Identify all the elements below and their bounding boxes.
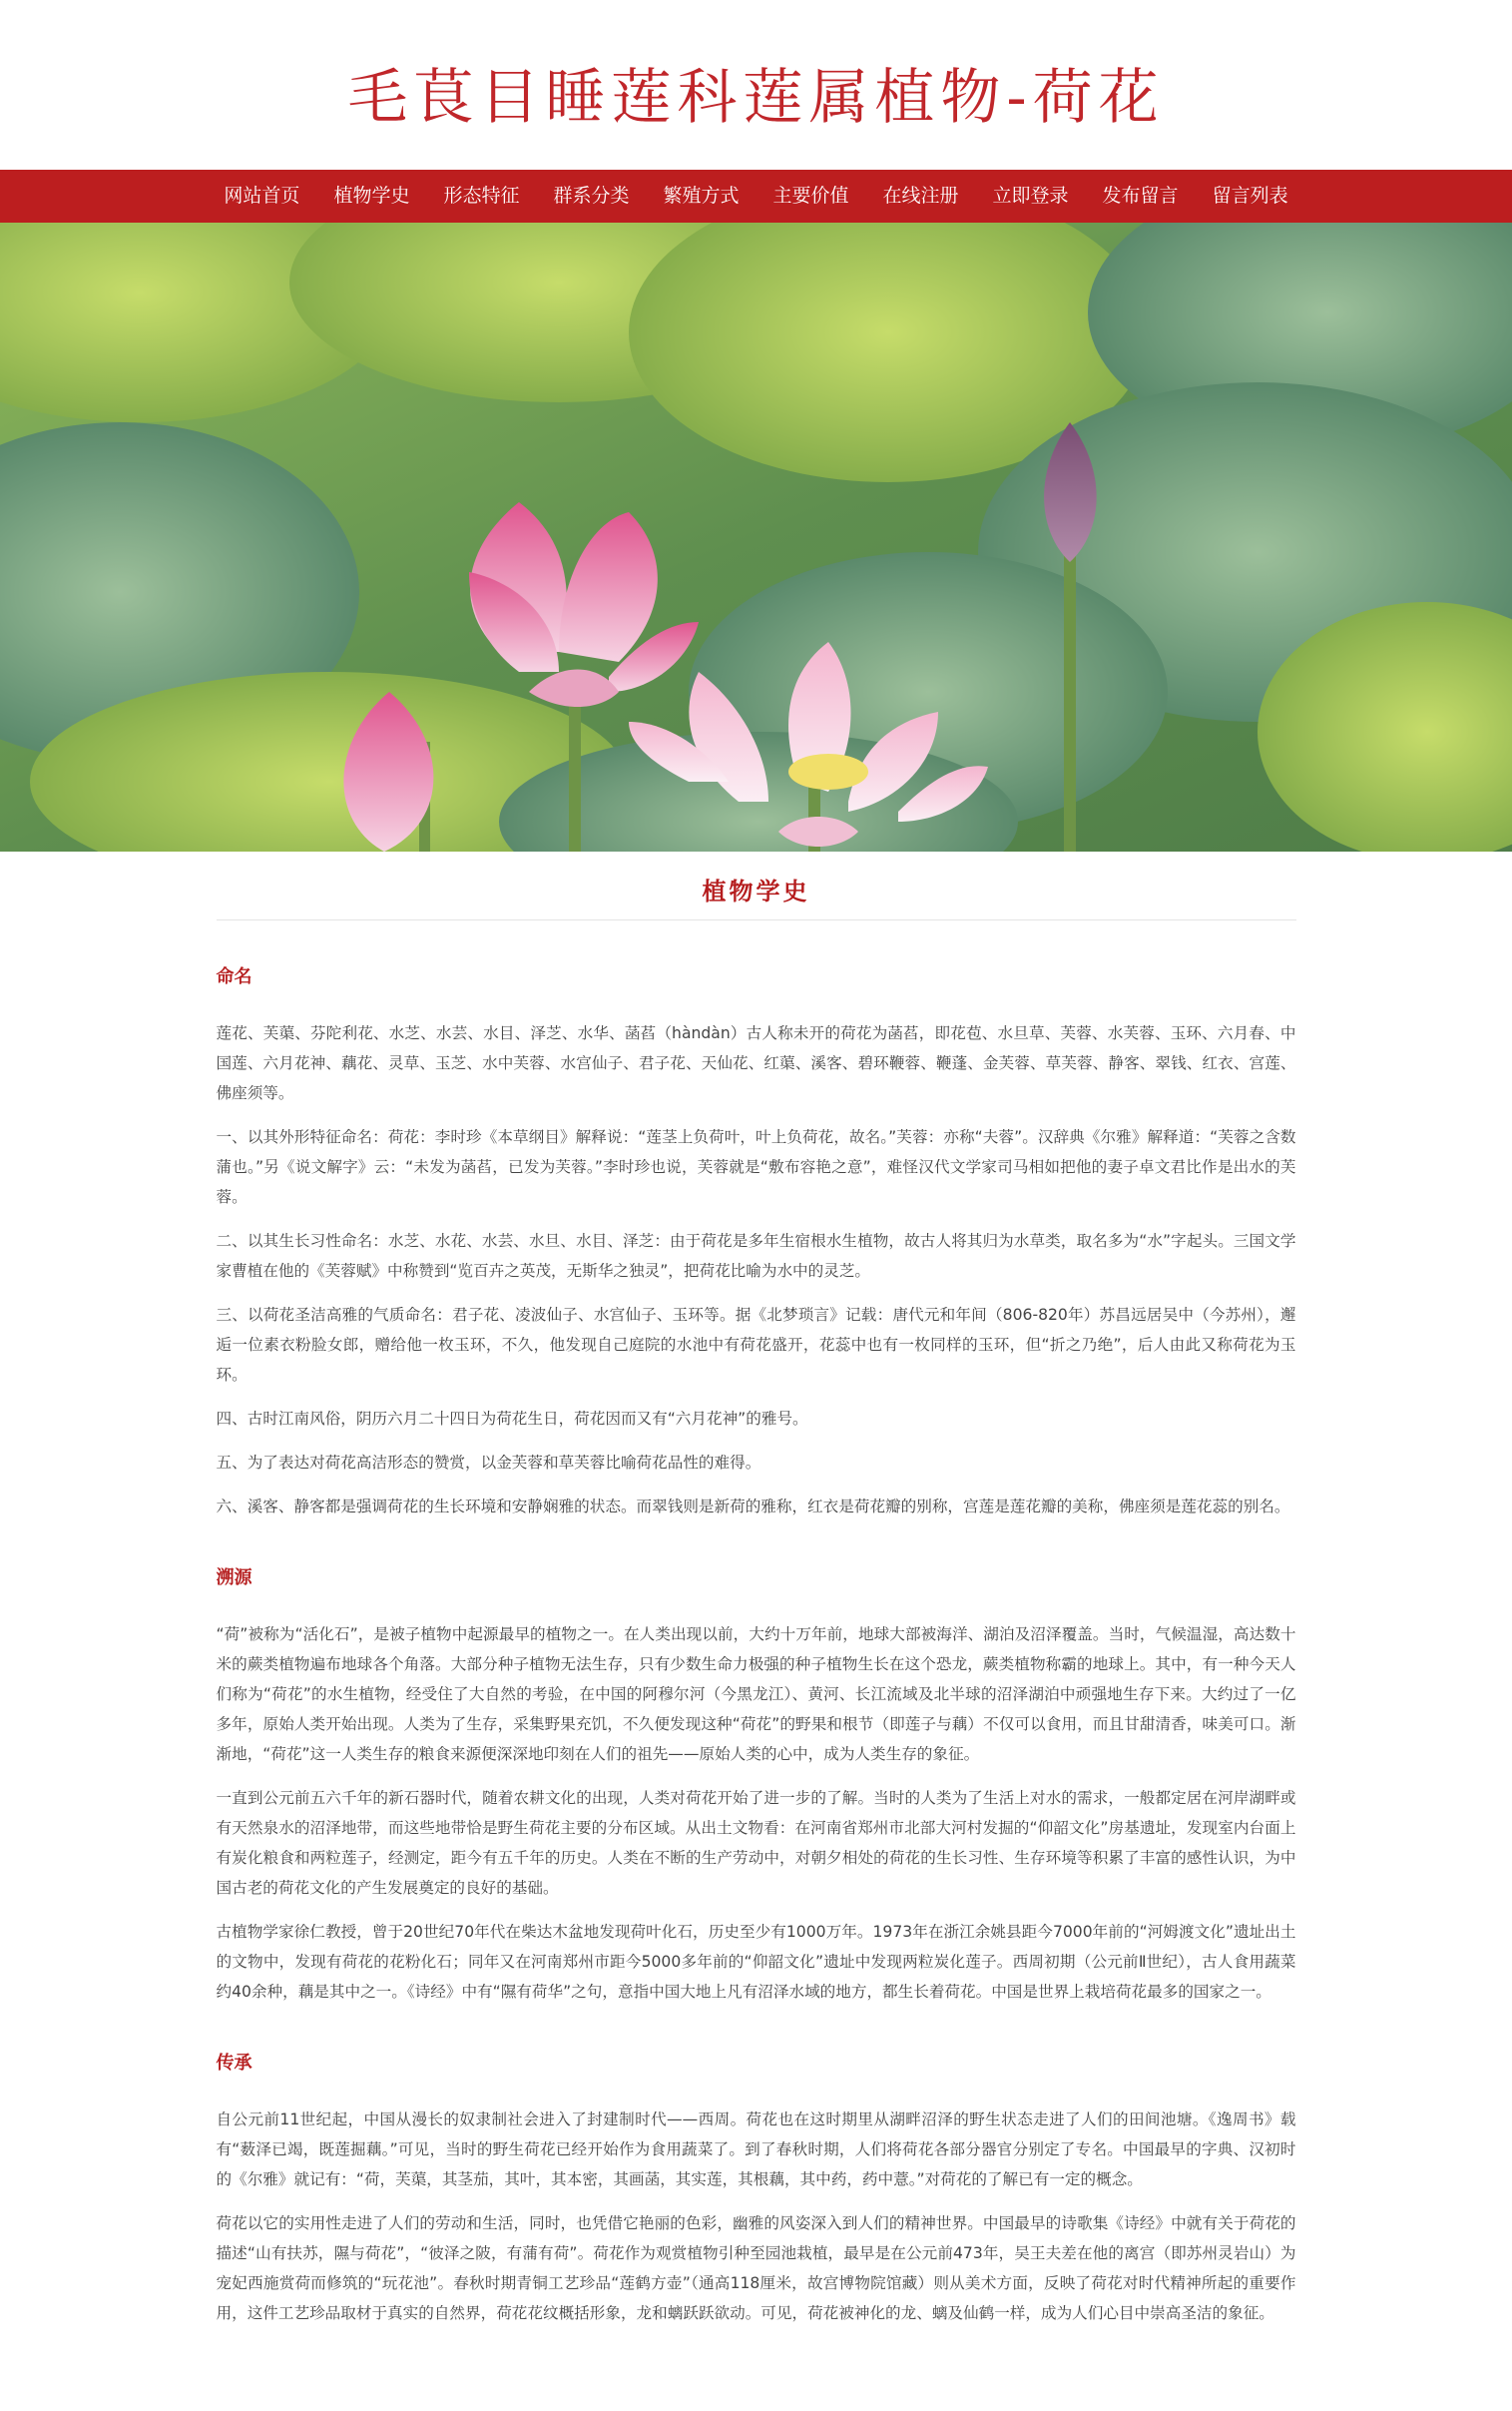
site-title: 毛茛目睡莲科莲属植物-荷花: [347, 63, 1165, 133]
nav-item-register[interactable]: 在线注册: [882, 185, 959, 207]
section-heading: 溯源: [216, 1567, 252, 1588]
section-heading: 命名: [216, 966, 252, 987]
nav-item-home[interactable]: 网站首页: [224, 185, 300, 207]
paragraph: 莲花、芙蕖、芬陀利花、水芝、水芸、水目、泽芝、水华、菡萏（hàndàn）古人称未开的荷花为菡萏，即花苞、水旦草、芙蓉、水芙蓉、玉环、六月春、中国莲、六月花神、藕花、灵草、玉芝、水中芙蓉、水宫仙子、君子花、天仙花、红蕖、溪客、碧环鞭蓉、鞭蓬、金芙蓉、草芙蓉、静客、翠钱、红衣、宫莲、佛座须等。: [216, 1024, 1296, 1102]
paragraph: 荷花以它的实用性走进了人们的劳动和生活，同时，也凭借它艳丽的色彩，幽雅的风姿深入到人们的精神世界。中国最早的诗歌集《诗经》中就有关于荷花的描述“山有扶苏，隰与荷花”，“彼泽之陂，有蒲有荷”。荷花作为观赏植物引种至园池栽植，最早是在公元前473年，吴王夫差在他的离宫（即苏州灵岩山）为宠妃西施赏荷而修筑的“玩花池”。春秋时期青铜工艺珍品“莲鹤方壶”（通高118厘米，故宫博物院馆藏）则从美术方面，反映了荷花对时代精神所起的重要作用，这件工艺珍品取材于真实的自然界，荷花花纹概括形象，龙和螭跃跃欲动。可见，荷花被神化的龙、螭及仙鹤一样，成为人们心目中崇高圣洁的象征。: [216, 2214, 1296, 2322]
main-content: [217, 852, 1296, 2328]
nav-item-post-message[interactable]: 发布留言: [1102, 185, 1179, 207]
paragraph: 三、以荷花圣洁高雅的气质命名：君子花、凌波仙子、水宫仙子、玉环等。据《北梦琐言》记载：唐代元和年间（806-820年）苏昌远居吴中（今苏州），邂逅一位素衣粉脸女郎，赠给他一枚玉环，不久，他发现自己庭院的水池中有荷花盛开，花蕊中也有一枚同样的玉环，但“折之乃绝”，后人由此又称荷花为玉环。: [216, 1306, 1296, 1384]
paragraph: “荷”被称为“活化石”，是被子植物中起源最早的植物之一。在人类出现以前，大约十万年前，地球大部被海洋、湖泊及沼泽覆盖。当时，气候温湿，高达数十米的蕨类植物遍布地球各个角落。大部分种子植物无法生存，只有少数生命力极强的种子植物生长在这个恐龙，蕨类植物称霸的地球上。其中，有一种今天人们称为“荷花”的水生植物，经受住了大自然的考验，在中国的阿穆尔河（今黑龙江）、黄河、长江流域及北半球的沼泽湖泊中顽强地生存下来。大约过了一亿多年，原始人类开始出现。人类为了生存，采集野果充饥，不久便发现这种“荷花”的野果和根节（即莲子与藕）不仅可以食用，而且甘甜清香，味美可口。渐渐地，“荷花”这一人类生存的粮食来源便深深地印刻在人们的祖先——原始人类的心中，成为人类生存的象征。: [216, 1625, 1296, 1763]
paragraph: 古植物学家徐仁教授，曾于20世纪70年代在柴达木盆地发现荷叶化石，历史至少有1000万年。1973年在浙江余姚县距今7000年前的“河姆渡文化”遗址出土的文物中，发现有荷花的花粉化石；同年又在河南郑州市距今5000多年前的“仰韶文化”遗址中发现两粒炭化莲子。西周初期（公元前Ⅱ世纪），古人食用蔬菜约40余种，藕是其中之一。《诗经》中有“隰有荷华”之句，意指中国大地上凡有沼泽水域的地方，都生长着荷花。中国是世界上栽培荷花最多的国家之一。: [216, 1923, 1296, 2001]
paragraph: 一、以其外形特征命名：荷花：李时珍《本草纲目》解释说：“莲茎上负荷叶，叶上负荷花，故名。”芙蓉：亦称“夫蓉”。汉辞典《尔雅》解释道：“芙蓉之含数蒲也。”另《说文解字》云：“未发为菡萏，已发为芙蓉。”李时珍也说，芙蓉就是“敷布容艳之意”，难怪汉代文学家司马相如把他的妻子卓文君比作是出水的芙蓉。: [216, 1128, 1296, 1206]
section-heading: 传承: [216, 2053, 252, 2074]
paragraph: 六、溪客、静客都是强调荷花的生长环境和安静娴雅的状态。而翠钱则是新荷的雅称，红衣是荷花瓣的别称，宫莲是莲花瓣的美称，佛座须是莲花蕊的别名。: [216, 1498, 1290, 1515]
paragraph: 五、为了表达对荷花高洁形态的赞赏，以金芙蓉和草芙蓉比喻荷花品性的难得。: [216, 1454, 761, 1472]
site-header: [0, 0, 1512, 170]
section-origin: [217, 1563, 1296, 2007]
paragraph: 自公元前11世纪起，中国从漫长的奴隶制社会进入了封建制时代——西周。荷花也在这时期里从湖畔沼泽的野生状态走进了人们的田间池塘。《逸周书》载有“薮泽已竭，既莲掘藕。”可见，当时的野生荷花已经开始作为食用蔬菜了。到了春秋时期，人们将荷花各部分器官分别定了专名。中国最早的字典、汉初时的《尔雅》就记有：“荷，芙蕖，其茎茄，其叶，其本密，其画菡，其实莲，其根藕，其中药，药中薏。”对荷花的了解已有一定的概念。: [216, 2110, 1296, 2188]
nav-item-propagation[interactable]: 繁殖方式: [663, 185, 740, 207]
nav-item-classification[interactable]: 群系分类: [553, 185, 630, 207]
lotus-banner-image: [0, 223, 1512, 852]
paragraph: 一直到公元前五六千年的新石器时代，随着农耕文化的出现，人类对荷花开始了进一步的了解。当时的人类为了生活上对水的需求，一般都定居在河岸湖畔或有天然泉水的沼泽地带，而这些地带恰是野生荷花主要的分布区域。从出土文物看：在河南省郑州市北部大河村发掘的“仰韶文化”房基遗址，发现室内台面上有炭化粮食和两粒莲子，经测定，距今有五千年的历史。人类在不断的生产劳动中，对朝夕相处的荷花的生长习性、生存环境等积累了丰富的感性认识，为中国古老的荷花文化的产生发展奠定的良好的基础。: [216, 1789, 1296, 1897]
page-heading: 植物学史: [217, 852, 1296, 920]
section-heritage: [217, 2049, 1296, 2328]
main-nav: [0, 170, 1512, 223]
nav-item-value[interactable]: 主要价值: [772, 185, 849, 207]
nav-item-history[interactable]: 植物学史: [333, 185, 410, 207]
lotus-illustration: [0, 223, 1512, 852]
paragraph: 二、以其生长习性命名：水芝、水花、水芸、水旦、水目、泽芝：由于荷花是多年生宿根水生植物，故古人将其归为水草类，取名多为“水”字起头。三国文学家曹植在他的《芙蓉赋》中称赞到“览百卉之英茂，无斯华之独灵”，把荷花比喻为水中的灵芝。: [216, 1232, 1296, 1280]
nav-item-login[interactable]: 立即登录: [992, 185, 1069, 207]
section-naming: [217, 962, 1296, 1521]
nav-item-morphology[interactable]: 形态特征: [443, 185, 520, 207]
nav-item-message-list[interactable]: 留言列表: [1212, 185, 1288, 207]
paragraph: 四、古时江南风俗，阴历六月二十四日为荷花生日，荷花因而又有“六月花神”的雅号。: [216, 1410, 808, 1428]
